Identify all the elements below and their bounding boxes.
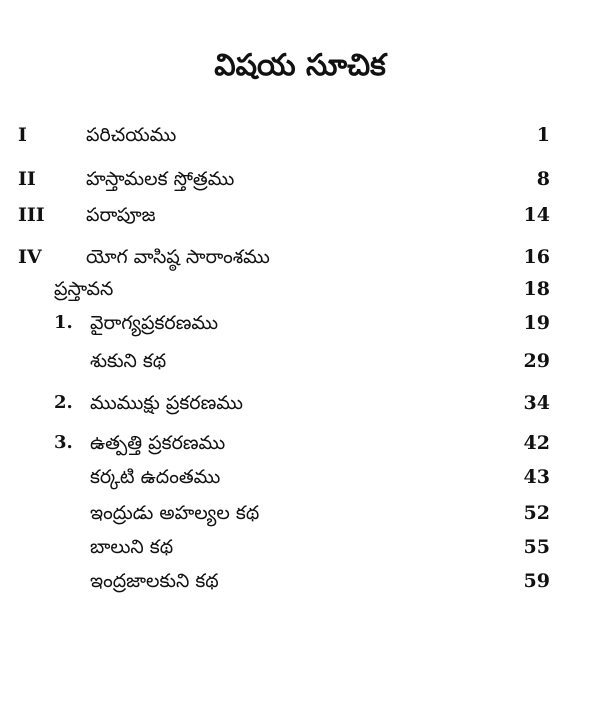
toc-entry <box>0 392 600 422</box>
toc-entry <box>0 124 600 154</box>
entry-title: హస్తామలక స్తోత్రము <box>86 168 235 190</box>
entry-title: ఉత్పత్తి ప్రకరణము <box>90 432 226 454</box>
entry-page-number: 1 <box>536 124 550 146</box>
entry-title: ఇంద్రుడు అహల్యల కథ <box>90 502 260 524</box>
toc-entry <box>0 204 600 234</box>
entry-page-number: 34 <box>523 392 550 414</box>
entry-title: వైరాగ్యప్రకరణము <box>90 312 219 334</box>
entry-page-number: 16 <box>523 246 550 268</box>
entry-page-number: 42 <box>523 432 550 454</box>
entry-sub-number: 1. <box>54 312 73 333</box>
entry-page-number: 43 <box>523 466 550 488</box>
toc-entry <box>0 312 600 342</box>
entry-title: పరాపూజ <box>86 204 156 226</box>
toc-entry <box>0 278 600 308</box>
toc-entry <box>0 432 600 462</box>
toc-entry <box>0 570 600 600</box>
entry-page-number: 29 <box>523 350 550 372</box>
toc-entry <box>0 246 600 276</box>
entry-page-number: 18 <box>523 278 550 300</box>
entry-page-number: 14 <box>523 204 550 226</box>
entry-title: యోగ వాసిష్ఠ సారాంశము <box>86 246 270 268</box>
entry-title: పరిచయము <box>86 124 177 146</box>
entry-roman-numeral: IV <box>18 246 42 268</box>
entry-title: ఇంద్రజాలకుని కథ <box>90 570 219 592</box>
toc-entry <box>0 350 600 380</box>
entry-title: కర్కటి ఉదంతము <box>90 466 221 488</box>
entry-page-number: 19 <box>523 312 550 334</box>
entry-title: ప్రస్తావన <box>54 278 114 300</box>
entry-sub-number: 2. <box>54 392 73 413</box>
entry-title: శుకుని కథ <box>90 350 167 372</box>
toc-entry <box>0 168 600 198</box>
entry-title: ముముక్షు ప్రకరణము <box>90 392 243 414</box>
toc-entry <box>0 536 600 566</box>
entry-page-number: 52 <box>523 502 550 524</box>
entry-sub-number: 3. <box>54 432 73 453</box>
entry-page-number: 59 <box>523 570 550 592</box>
entry-title: బాలుని కథ <box>90 536 174 558</box>
entry-roman-numeral: II <box>18 168 36 190</box>
toc-entry <box>0 466 600 496</box>
entry-roman-numeral: I <box>18 124 27 146</box>
entry-page-number: 55 <box>523 536 550 558</box>
entry-roman-numeral: III <box>18 204 45 226</box>
toc-entry <box>0 502 600 532</box>
page-title: విషయ సూచిక <box>214 48 386 83</box>
entry-page-number: 8 <box>536 168 550 190</box>
